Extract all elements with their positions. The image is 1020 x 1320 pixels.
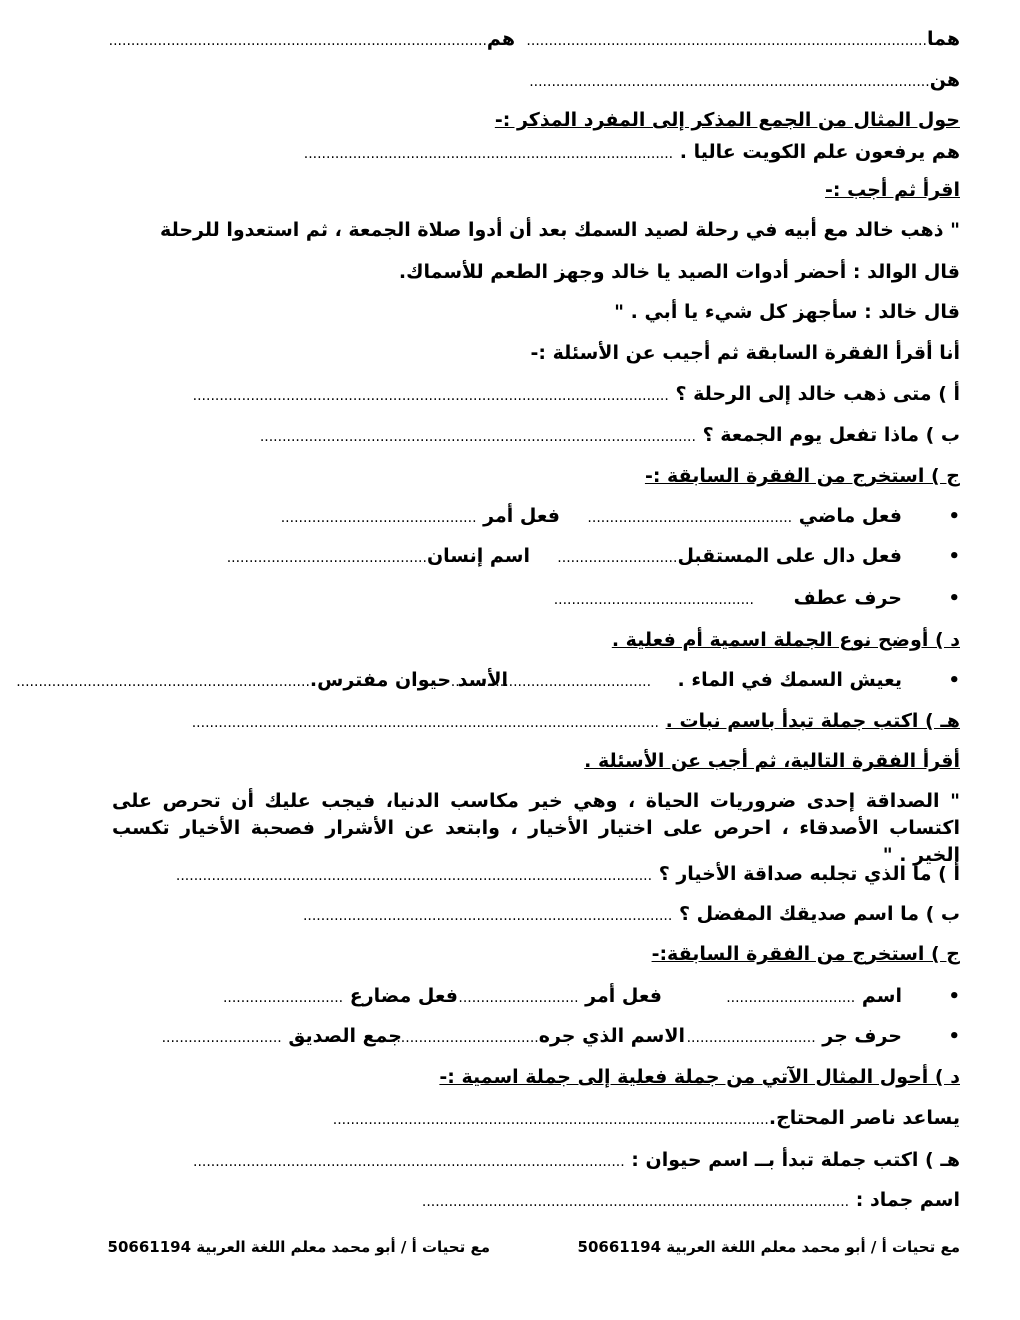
bullet-icon: • xyxy=(948,1026,960,1047)
preposition-item: حرف جر ............................. xyxy=(686,1025,902,1047)
imperative-verb-item: فعل أمر ............................................ xyxy=(280,505,560,527)
answer-blank[interactable]: ............................................ xyxy=(280,510,477,526)
imperative-verb-item: فعل أمر ........................... xyxy=(458,985,662,1007)
pronoun-label: هما xyxy=(926,28,960,50)
pronoun-label: هن xyxy=(929,69,960,91)
answer-blank[interactable]: .............................................. xyxy=(587,510,793,526)
conjunction-item: حرف عطف ............................................. xyxy=(553,587,902,609)
plural-item: جمع الصديق ........................... xyxy=(161,1025,402,1047)
bullet-icon: • xyxy=(948,670,960,691)
section-heading: حول المثال من الجمع المذكر إلى المفرد المذكر :- xyxy=(494,109,960,131)
answer-blank[interactable]: ................................................................................................. xyxy=(193,1154,625,1170)
friendship-passage: " الصداقة إحدى ضروريات الحياة ، وهي خير مكاسب الدنيا، فيجب عليك أن تحرص على اكتساب الأصدقاء ، احرص على اختيار الأخيار ، وابتعد عن الأشرار فصحبة الأخيار تكسب الخير . " xyxy=(112,790,960,866)
answer-blank[interactable]: ........................... xyxy=(222,990,344,1006)
future-verb-item: فعل دال على المستقبل........................... xyxy=(557,545,902,567)
answer-blank[interactable]: ............................................. xyxy=(450,674,652,690)
sentence-type-item: يعيش السمك في الماء . ............................................. xyxy=(450,669,902,691)
bullet-icon: • xyxy=(948,506,960,527)
answer-blank[interactable]: ..................................................................................... xyxy=(108,33,487,49)
question-b2: ب ) ما اسم صديقك المفضل ؟ ................................................................................... xyxy=(302,903,960,925)
answer-blank[interactable]: ................................................................................... xyxy=(303,146,674,162)
passage-line: " ذهب خالد مع أبيه في رحلة لصيد السمك بعد أن أدوا صلاة الجمعة ، ثم استعدوا للرحلة xyxy=(160,219,960,241)
answer-blank[interactable]: .................................................................................................. xyxy=(259,429,696,445)
question-e2: هـ ) اكتب جملة تبدأ بــ اسم حيوان : ................................................................................................. xyxy=(193,1149,960,1171)
question-a2: أ ) ما الذي تجلبه صداقة الأخيار ؟ ........................................................................................................... xyxy=(175,863,960,885)
pronoun-huma-line xyxy=(526,27,960,53)
sentence-type-item: الأسد حيوان مفترس................................................................... xyxy=(16,669,508,691)
answer-blank[interactable]: ......................................................................................................... xyxy=(191,715,659,731)
answer-blank[interactable]: ................................................................................................ xyxy=(421,1194,850,1210)
question-c2-heading: ج ) استخرج من الفقرة السابقة:- xyxy=(651,943,960,965)
pronoun-hunna-line xyxy=(529,68,960,94)
answer-blank[interactable]: ................................. xyxy=(391,1030,539,1046)
bullet-icon: • xyxy=(948,588,960,609)
answer-blank[interactable]: ................................................................................... xyxy=(302,908,673,924)
noun-item: اسم ............................. xyxy=(726,985,902,1007)
question-d2-heading: د ) أحول المثال الآتي من جملة فعلية إلى جملة اسمية :- xyxy=(439,1066,960,1088)
answer-blank[interactable]: ........................................................................................................... xyxy=(192,388,669,404)
answer-blank[interactable]: .................................................................. xyxy=(16,674,310,690)
question-b: ب ) ماذا تفعل يوم الجمعة ؟ .................................................................................................. xyxy=(259,424,960,446)
bullet-icon: • xyxy=(948,986,960,1007)
present-verb-item: فعل مضارع ........................... xyxy=(222,985,458,1007)
example-sentence: هم يرفعون علم الكويت عاليا . ................................................................................... xyxy=(303,141,960,163)
passage-line: قال الوالد : أحضر أدوات الصيد يا خالد وجهز الطعم للأسماك. xyxy=(398,261,960,283)
genitive-noun-item: الاسم الذي جره................................. xyxy=(391,1025,685,1047)
passage-line: قال خالد : سأجهز كل شيء يا أبي . " xyxy=(614,301,960,323)
answer-blank[interactable]: ............................................. xyxy=(226,550,427,566)
answer-blank[interactable]: ........................... xyxy=(458,990,579,1006)
question-d-heading: د ) أوضح نوع الجملة اسمية أم فعلية . xyxy=(611,629,960,651)
example-sentence-2: يساعد ناصر المحتاج................................................................................................... xyxy=(332,1107,960,1129)
answer-blank[interactable]: ............................. xyxy=(686,1030,816,1046)
question-c-heading: ج ) استخرج من الفقرة السابقة :- xyxy=(644,465,960,487)
inanimate-noun-line: اسم جماد : ................................................................................................ xyxy=(421,1189,960,1211)
answer-blank[interactable]: .......................................................................................... xyxy=(529,74,930,90)
pronoun-label: هم xyxy=(486,28,515,50)
footer-signature-right: مع تحيات أ / أبو محمد معلم اللغة العربية 50661194 xyxy=(577,1238,960,1256)
answer-blank[interactable]: ........................... xyxy=(161,1030,282,1046)
question-e: هـ ) اكتب جملة تبدأ باسم نبات . ......................................................................................................... xyxy=(191,710,960,732)
question-a: أ ) متى ذهب خالد إلى الرحلة ؟ ........................................................................................................... xyxy=(192,383,960,405)
bullet-icon: • xyxy=(948,546,960,567)
footer-signature-left: مع تحيات أ / أبو محمد معلم اللغة العربية 50661194 xyxy=(107,1238,490,1256)
answer-blank[interactable]: ............................................. xyxy=(553,592,754,608)
section-heading: اقرأ ثم أجب :- xyxy=(825,179,960,201)
answer-blank[interactable]: ........................... xyxy=(557,550,678,566)
answer-blank[interactable]: ............................. xyxy=(726,990,856,1006)
answer-blank[interactable]: .................................................................................................. xyxy=(332,1112,769,1128)
person-name-item: اسم إنسان............................................. xyxy=(226,545,530,567)
pronoun-hum-line xyxy=(109,27,515,53)
instructions: أنا أقرأ الفقرة السابقة ثم أجيب عن الأسئلة :- xyxy=(530,342,960,364)
section-heading: أقرأ الفقرة التالية، ثم أجب عن الأسئلة . xyxy=(584,750,960,772)
past-verb-item: فعل ماضي .............................................. xyxy=(587,505,902,527)
answer-blank[interactable]: .......................................................................................... xyxy=(526,33,927,49)
answer-blank[interactable]: ........................................................................................................... xyxy=(175,868,653,884)
